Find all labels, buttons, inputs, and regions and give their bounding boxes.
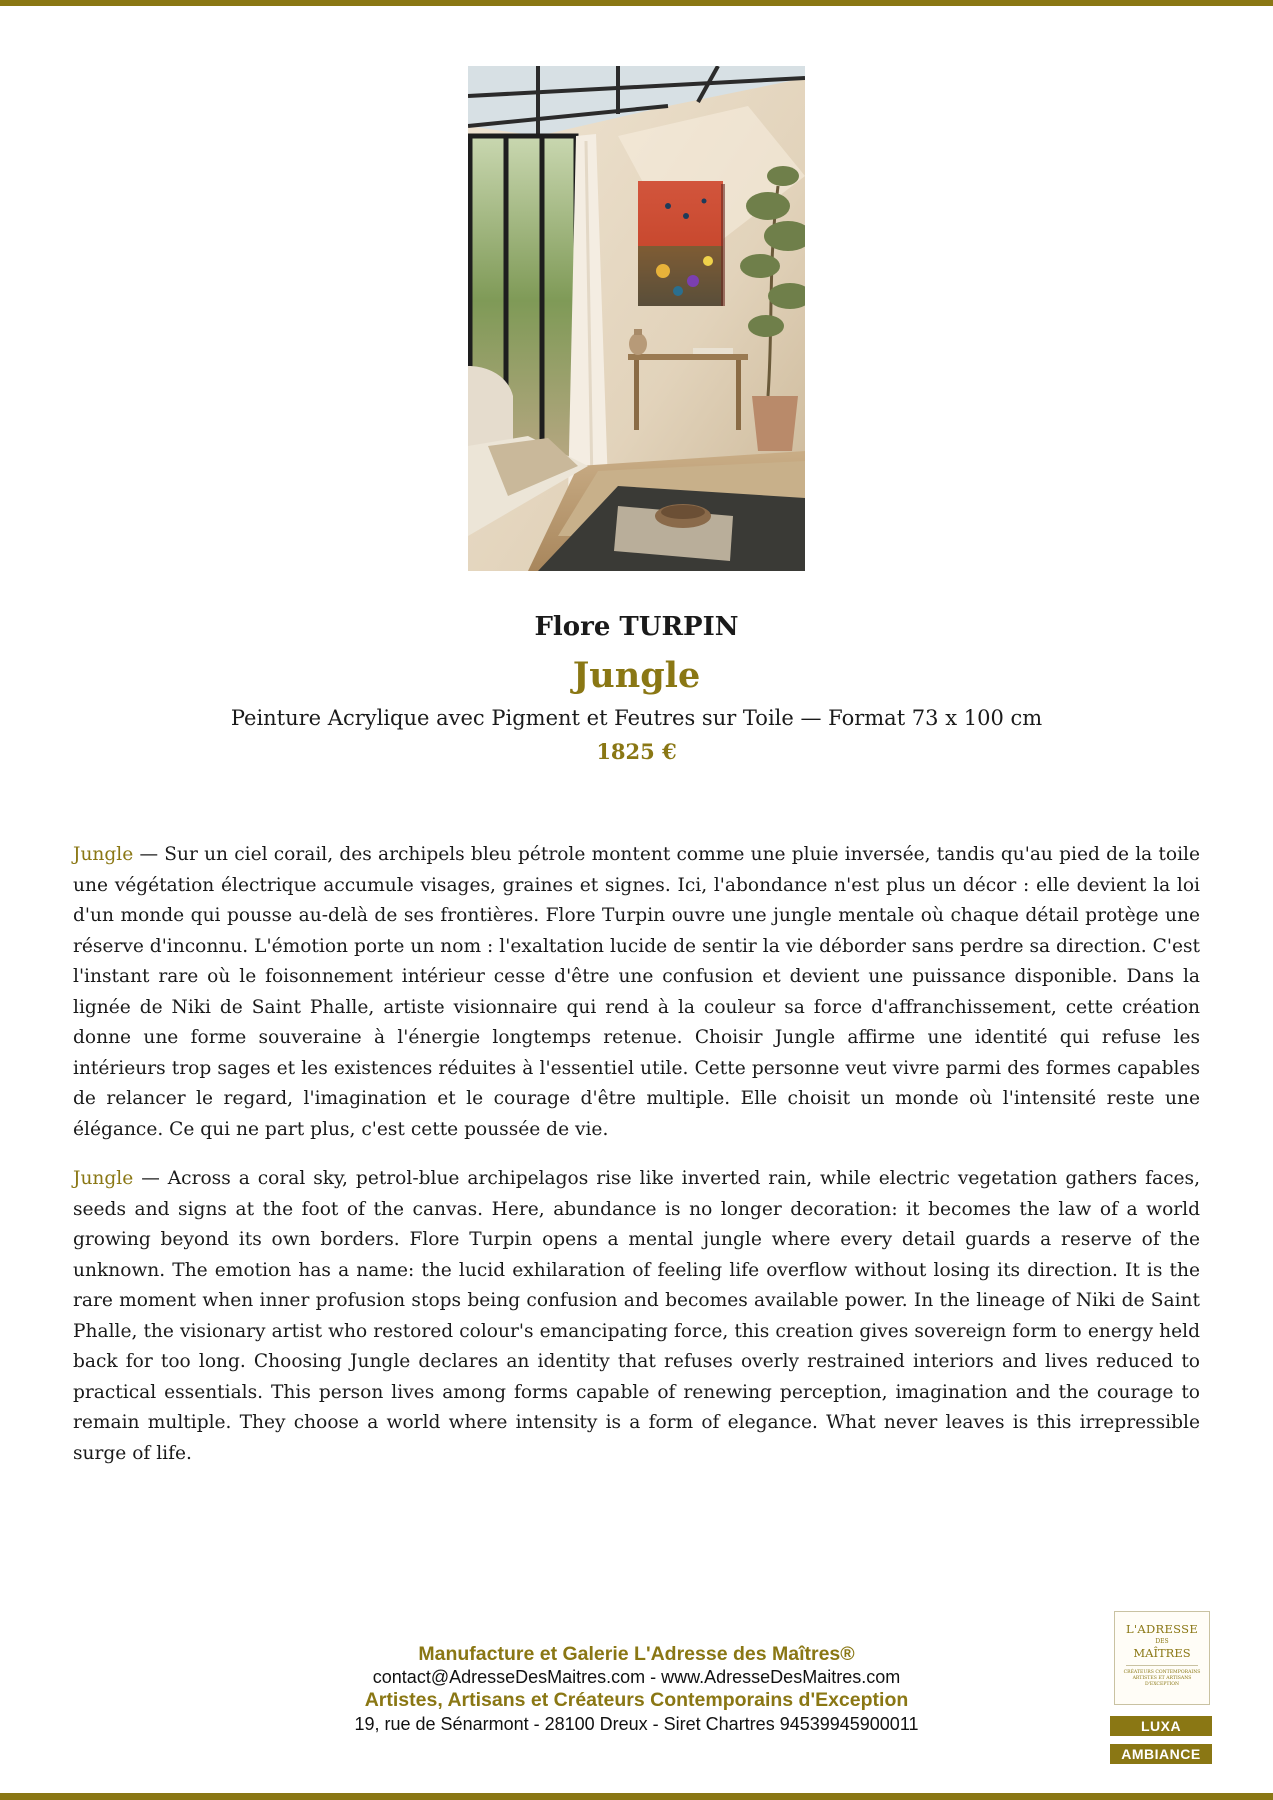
logo-divider (1126, 1665, 1198, 1666)
artwork-price: 1825 € (596, 739, 677, 764)
gallery-contact: contact@AdresseDesMaitres.com - www.AdresseDesMaitres.com (372, 1667, 901, 1687)
gallery-logo (1114, 1611, 1210, 1705)
gallery-address: 19, rue de Sénarmont - 28100 Dreux - Siret Chartres 94539945900011 (354, 1714, 919, 1734)
artwork-photo (468, 66, 805, 571)
gallery-name: Manufacture et Galerie L'Adresse des Maîtres® (418, 1643, 855, 1665)
footer-contact (0, 1642, 1273, 1735)
description-french-lead: Jungle (73, 844, 134, 865)
artwork-medium-format: Peinture Acrylique avec Pigment et Feutres sur Toile — Format 73 x 100 cm (230, 706, 1043, 730)
artist-name: Flore TURPIN (534, 612, 739, 642)
description-english (73, 1164, 1200, 1469)
artwork-title: Jungle (572, 655, 701, 696)
badge-ambiance: AMBIANCE (1110, 1744, 1212, 1764)
bottom-border-rule (0, 1793, 1273, 1800)
interior-room-with-painting-icon (468, 66, 805, 571)
logo-line-2: DES (1155, 1638, 1169, 1645)
description-english-lead: Jungle (73, 1168, 134, 1189)
logo-tagline: CRÉATEURS CONTEMPORAINS ARTISTES ET ARTISANS D'EXCEPTION (1123, 1670, 1201, 1687)
logo-line-3: MAÎTRES (1133, 1646, 1191, 1660)
description-english-text: — Across a coral sky, petrol-blue archipelagos rise like inverted rain, while electric vegetation gathers faces, seeds and signs at the foot of the canvas. Here, abundance is no longer decoration: it becomes the law of a world growing beyond its own borders. Flore Turpin opens a mental jungle where every detail guards a reserve of the unknown. The emotion has a name: the lucid exhilaration of feeling life overflow without losing its direction. It is the rare moment when inner profusion stops being confusion and becomes available power. In the lineage of Niki de Saint Phalle, the visionary artist who restored colour's emancipating force, this creation gives sovereign form to energy held back for too long. Choosing Jungle declares an identity that refuses overly restrained interiors and lives reduced to practical essentials. This person lives among forms capable of renewing perception, imagination and the courage to remain multiple. They choose a world where intensity is a form of elegance. What never leaves is this irrepressible surge of life. (73, 1168, 1200, 1464)
top-border-rule (0, 0, 1273, 6)
logo-line-1: L'ADRESSE (1125, 1622, 1199, 1636)
badge-luxa: LUXA (1110, 1716, 1212, 1736)
description-french (73, 840, 1200, 1145)
gallery-tagline: Artistes, Artisans et Créateurs Contemporains d'Exception (364, 1689, 909, 1711)
description-french-text: — Sur un ciel corail, des archipels bleu pétrole montent comme une pluie inversée, tandis qu'au pied de la toile une végétation électrique accumule visages, graines et signes. Ici, l'abondance n'est plus un décor : elle devient la loi d'un monde qui pousse au-delà de ses frontières. Flore Turpin ouvre une jungle mentale où chaque détail protège une réserve d'inconnu. L'émotion porte un nom : l'exaltation lucide de sentir la vie déborder sans perdre sa direction. C'est l'instant rare où le foisonnement intérieur cesse d'être une confusion et devient une puissance disponible. Dans la lignée de Niki de Saint Phalle, artiste visionnaire qui rend à la couleur sa force d'affranchissement, cette création donne une forme souveraine à l'énergie longtemps retenue. Choisir Jungle affirme une identité qui refuse les intérieurs trop sages et les existences réduites à l'essentiel utile. Cette personne veut vivre parmi des formes capables de relancer le regard, l'imagination et le courage d'être multiple. Elle choisit un monde où l'intensité reste une élégance. Ce qui ne part plus, c'est cette poussée de vie. (73, 844, 1200, 1140)
